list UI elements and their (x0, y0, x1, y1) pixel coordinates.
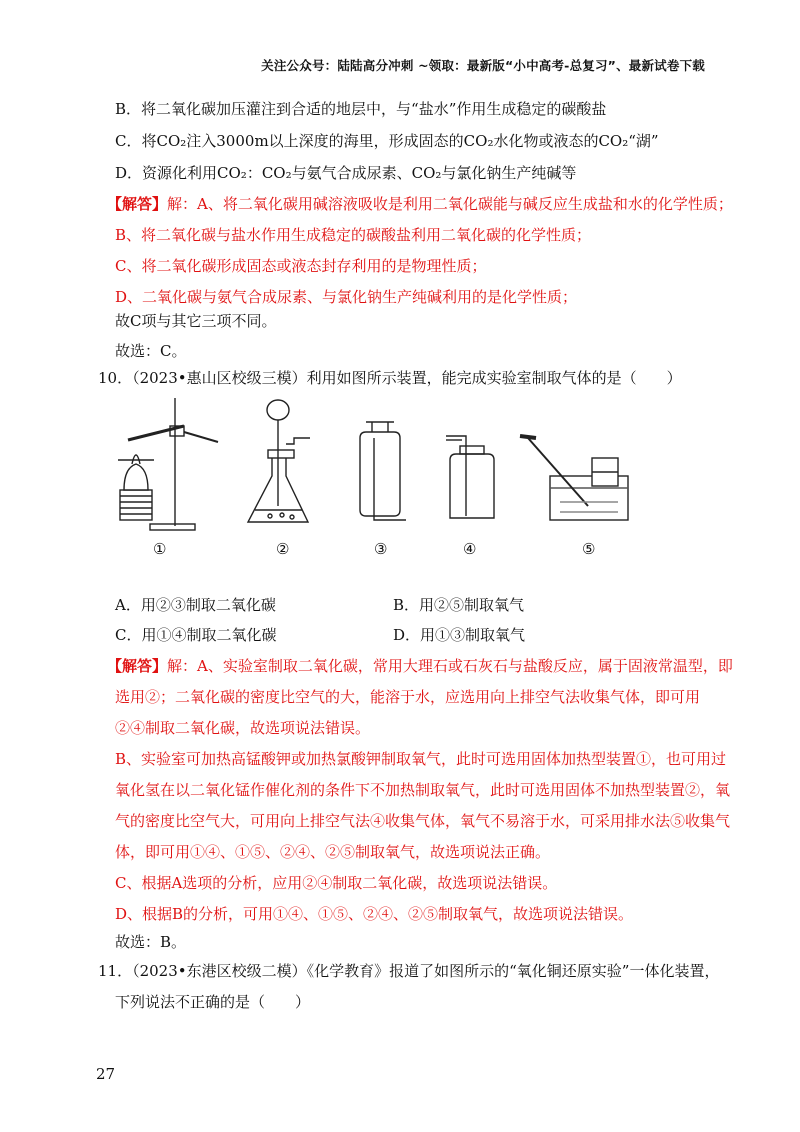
q10-answer-line-5: 氧化氢在以二氧化锰作催化剂的条件下不加热制取氧气，此时可选用固体不加热型装置②，氧 (115, 781, 731, 799)
apparatus-figure (110, 398, 630, 538)
apparatus-3-bottle-down (360, 422, 406, 520)
q10-answer-line-8: C、根据A选项的分析，应用②④制取二氧化碳，故选项说法错误。 (115, 874, 558, 892)
q10-answer-line-7: 体，即可用①④、①⑤、②④、②⑤制取氧气，故选项说法正确。 (115, 843, 551, 861)
q10-answer-line-2: 选用②；二氧化碳的密度比空气的大，能溶于水，应选用向上排空气法收集气体，即可用 (115, 688, 701, 706)
prev-option-c: C．将CO₂注入3000m以上深度的海里，形成固态的CO₂水化物或液态的CO₂“湖” (115, 132, 659, 150)
q10-answer-line-6: 气的密度比空气大，可用向上排空气法④收集气体，氧气不易溶于水，可采用排水法⑤收集气 (115, 812, 731, 830)
prev-answer-line-2: B、将二氧化碳与盐水作用生成稳定的碳酸盐利用二氧化碳的化学性质； (115, 226, 592, 244)
apparatus-4-collecting-bottle (446, 436, 494, 518)
question-11-line-1: 11．（2023•东港区校级二模）《化学教育》报道了如图所示的“氧化铜还原实验”一体化装置， (98, 962, 720, 980)
page-number: 27 (96, 1065, 116, 1083)
answer-tag: 【解答】 (107, 195, 168, 213)
q10-answer-line-4: B、实验室可加热高锰酸钾或加热氯酸钾制取氧气，此时可选用固体加热型装置①，也可用过 (115, 750, 727, 768)
answer-tag: 【解答】 (107, 657, 168, 675)
prev-answer-line-1 (107, 193, 733, 214)
apparatus-5-water-trough (520, 436, 628, 520)
figure-label-1: ① (153, 540, 167, 558)
q10-answer-line-1 (107, 655, 733, 676)
option-d: D．用①③制取氧气 (393, 626, 526, 644)
page-header: 关注公众号：陆陆高分冲刺 ~领取：最新版“小中高考-总复习”、最新试卷下载 (261, 58, 705, 73)
prev-answer-line-4: D、二氧化碳与氨气合成尿素、与氯化钠生产纯碱利用的是化学性质； (115, 288, 578, 306)
prev-option-d: D．资源化利用CO₂：CO₂与氨气合成尿素、CO₂与氯化钠生产纯碱等 (115, 164, 577, 182)
question-11-line-2: 下列说法不正确的是（ ） (115, 993, 311, 1011)
figure-label-5: ⑤ (582, 540, 596, 558)
figure-label-3: ③ (374, 540, 388, 558)
prev-answer-line-3: C、将二氧化碳形成固态或液态封存利用的是物理性质； (115, 257, 487, 275)
prev-answer-line-5: 故C项与其它三项不同。 (115, 312, 277, 330)
prev-option-b: B．将二氧化碳加压灌注到合适的地层中，与“盐水”作用生成稳定的碳酸盐 (115, 100, 607, 118)
q10-answer-line-10: 故选：B。 (115, 933, 187, 951)
answer-text: 解：A、实验室制取二氧化碳，常用大理石或石灰石与盐酸反应，属于固液常温型，即 (167, 657, 733, 675)
apparatus-1-heating (118, 398, 218, 530)
q10-answer-line-9: D、根据B的分析，可用①④、①⑤、②④、②⑤制取氧气，故选项说法错误。 (115, 905, 634, 923)
q10-answer-line-3: ②④制取二氧化碳，故选项说法错误。 (115, 719, 371, 737)
prev-answer-line-6: 故选：C。 (115, 342, 187, 360)
figure-label-4: ④ (463, 540, 477, 558)
option-c: C．用①④制取二氧化碳 (115, 626, 277, 644)
option-b: B．用②⑤制取氧气 (393, 596, 525, 614)
question-10-stem: 10．（2023•惠山区校级三模）利用如图所示装置，能完成实验室制取气体的是（ ） (98, 369, 682, 387)
answer-text: 解：A、将二氧化碳用碱溶液吸收是利用二氧化碳能与碱反应生成盐和水的化学性质； (167, 195, 733, 213)
apparatus-2-flask (248, 400, 310, 522)
figure-label-2: ② (276, 540, 290, 558)
option-a: A．用②③制取二氧化碳 (115, 596, 276, 614)
